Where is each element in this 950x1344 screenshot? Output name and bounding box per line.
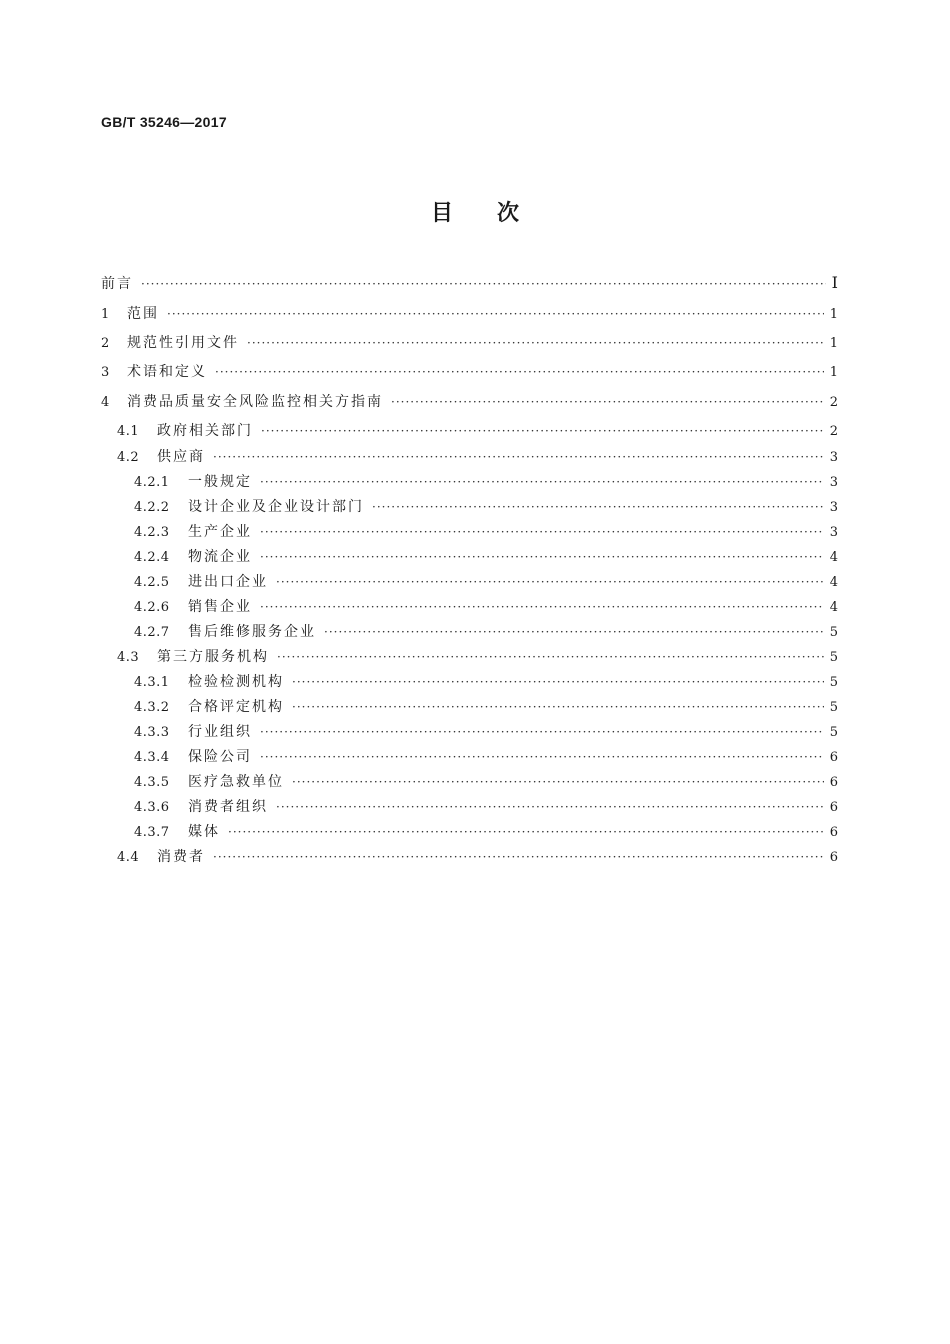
toc-entry[interactable] xyxy=(117,446,838,468)
toc-entry-title: 合格评定机构 xyxy=(188,699,284,715)
toc-entry[interactable] xyxy=(101,361,838,383)
toc-entry[interactable] xyxy=(134,596,838,618)
toc-entry-page: 3 xyxy=(829,525,838,540)
toc-leader-dots xyxy=(141,277,826,291)
toc-leader-dots xyxy=(324,625,824,639)
toc-entry-title: 售后维修服务企业 xyxy=(188,624,316,640)
toc-leader-dots xyxy=(277,650,824,664)
toc-leader-dots xyxy=(260,725,824,739)
toc-leader-dots xyxy=(213,450,824,464)
toc-entry-page: 4 xyxy=(829,600,838,615)
toc-leader-dots xyxy=(292,675,824,689)
toc-entry[interactable] xyxy=(134,496,838,518)
toc-entry-number: 4.3.2 xyxy=(134,700,170,715)
toc-entry[interactable] xyxy=(117,846,838,868)
toc-entry-number: 4.2 xyxy=(117,450,140,465)
toc-leader-dots xyxy=(260,475,824,489)
toc-leader-dots xyxy=(260,525,824,539)
toc-entry-number: 4.3 xyxy=(117,650,140,665)
toc-entry-page: 6 xyxy=(829,825,838,840)
toc-entry-page: 6 xyxy=(829,775,838,790)
toc-entry[interactable] xyxy=(134,571,838,593)
toc-entry-page: 1 xyxy=(829,336,838,351)
toc-entry-page: 1 xyxy=(829,307,838,322)
toc-entry-number: 4.3.7 xyxy=(134,825,170,840)
toc-leader-dots xyxy=(276,575,824,589)
toc-entry-page: 5 xyxy=(829,650,838,665)
toc-entry-number: 4.2.6 xyxy=(134,600,170,615)
toc-entry[interactable] xyxy=(134,771,838,793)
toc-entry[interactable] xyxy=(101,273,838,295)
toc-entry-number: 4.1 xyxy=(117,424,140,439)
toc-entry-number: 4 xyxy=(101,395,110,410)
toc-entry-page: 1 xyxy=(829,365,838,380)
toc-entry-title: 保险公司 xyxy=(188,749,252,765)
toc-entry-title: 物流企业 xyxy=(188,549,252,565)
toc-entry-title: 媒体 xyxy=(188,824,220,840)
toc-entry-number: 4.3.4 xyxy=(134,750,170,765)
toc-leader-dots xyxy=(228,825,824,839)
toc-entry-page: 6 xyxy=(829,800,838,815)
toc-entry-number: 4.3.5 xyxy=(134,775,170,790)
toc-leader-dots xyxy=(215,365,824,379)
toc-entry-page: 5 xyxy=(829,625,838,640)
toc-entry-title: 生产企业 xyxy=(188,524,252,540)
page-title: 目次 xyxy=(430,201,563,226)
toc-entry-number: 2 xyxy=(101,336,110,351)
toc-entry-title: 供应商 xyxy=(157,449,205,465)
standard-code: GB/T 35246—2017 xyxy=(101,114,227,130)
toc-entry[interactable] xyxy=(101,391,838,413)
toc-entry[interactable] xyxy=(134,821,838,843)
toc-leader-dots xyxy=(260,600,824,614)
toc-entry-page: 3 xyxy=(829,500,838,515)
toc-entry-page: 6 xyxy=(829,750,838,765)
toc-entry-number: 4.2.3 xyxy=(134,525,170,540)
toc-entry-title: 医疗急救单位 xyxy=(188,774,284,790)
toc-entry-page: 3 xyxy=(829,475,838,490)
toc-entry-title: 消费者 xyxy=(157,849,205,865)
toc-entry-page: 5 xyxy=(829,700,838,715)
toc-entry[interactable] xyxy=(117,646,838,668)
toc-entry-page: 2 xyxy=(829,424,838,439)
toc-entry-title: 进出口企业 xyxy=(188,574,268,590)
toc-leader-dots xyxy=(260,550,824,564)
toc-entry-title: 检验检测机构 xyxy=(188,674,284,690)
toc-entry-page: 6 xyxy=(829,850,838,865)
toc-entry-title: 术语和定义 xyxy=(127,364,207,380)
toc-entry[interactable] xyxy=(134,621,838,643)
toc-entry[interactable] xyxy=(134,696,838,718)
toc-leader-dots xyxy=(260,750,824,764)
toc-entry-number: 4.3.6 xyxy=(134,800,170,815)
toc-leader-dots xyxy=(261,424,824,438)
toc-entry-page: 2 xyxy=(829,395,838,410)
toc-entry-number: 4.3.3 xyxy=(134,725,170,740)
toc-entry-page: 5 xyxy=(829,725,838,740)
toc-leader-dots xyxy=(292,775,824,789)
toc-entry-number: 4.3.1 xyxy=(134,675,170,690)
toc-entry-number: 3 xyxy=(101,365,110,380)
toc-entry-number: 4.2.1 xyxy=(134,475,170,490)
toc-entry-title: 范围 xyxy=(127,306,159,322)
toc-leader-dots xyxy=(213,850,824,864)
toc-entry[interactable] xyxy=(134,721,838,743)
toc-leader-dots xyxy=(276,800,824,814)
toc-entry-number: 4.2.7 xyxy=(134,625,170,640)
toc-entry-number: 4.2.5 xyxy=(134,575,170,590)
toc-entry[interactable] xyxy=(117,420,838,442)
toc-entry-number: 1 xyxy=(101,307,110,322)
toc-entry-title: 销售企业 xyxy=(188,599,252,615)
toc-entry-number: 4.4 xyxy=(117,850,140,865)
toc-entry-page: 4 xyxy=(829,550,838,565)
toc-entry-page: 3 xyxy=(829,450,838,465)
toc-entry-title: 规范性引用文件 xyxy=(127,335,239,351)
toc-entry-page: I xyxy=(831,273,838,292)
toc-entry[interactable] xyxy=(101,303,838,325)
toc-leader-dots xyxy=(167,307,824,321)
toc-leader-dots xyxy=(391,395,824,409)
toc-entry-title: 前言 xyxy=(101,276,133,292)
toc-entry-title: 设计企业及企业设计部门 xyxy=(188,499,364,515)
toc-leader-dots xyxy=(292,700,824,714)
toc-entry-title: 一般规定 xyxy=(188,474,252,490)
toc-entry-title: 第三方服务机构 xyxy=(157,649,269,665)
toc-entry-page: 4 xyxy=(829,575,838,590)
toc-entry[interactable] xyxy=(134,546,838,568)
toc-leader-dots xyxy=(247,336,824,350)
toc-entry[interactable] xyxy=(101,332,838,354)
toc-entry-title: 消费者组织 xyxy=(188,799,268,815)
toc-entry-number: 4.2.2 xyxy=(134,500,170,515)
toc-entry-number: 4.2.4 xyxy=(134,550,170,565)
toc-entry[interactable] xyxy=(134,471,838,493)
toc-entry[interactable] xyxy=(134,671,838,693)
toc-entry-title: 行业组织 xyxy=(188,724,252,740)
toc-entry[interactable] xyxy=(134,796,838,818)
toc-leader-dots xyxy=(372,500,824,514)
toc-entry-page: 5 xyxy=(829,675,838,690)
toc-entry-title: 消费品质量安全风险监控相关方指南 xyxy=(127,394,383,410)
toc-entry-title: 政府相关部门 xyxy=(157,423,253,439)
toc-entry[interactable] xyxy=(134,521,838,543)
toc-entry[interactable] xyxy=(134,746,838,768)
